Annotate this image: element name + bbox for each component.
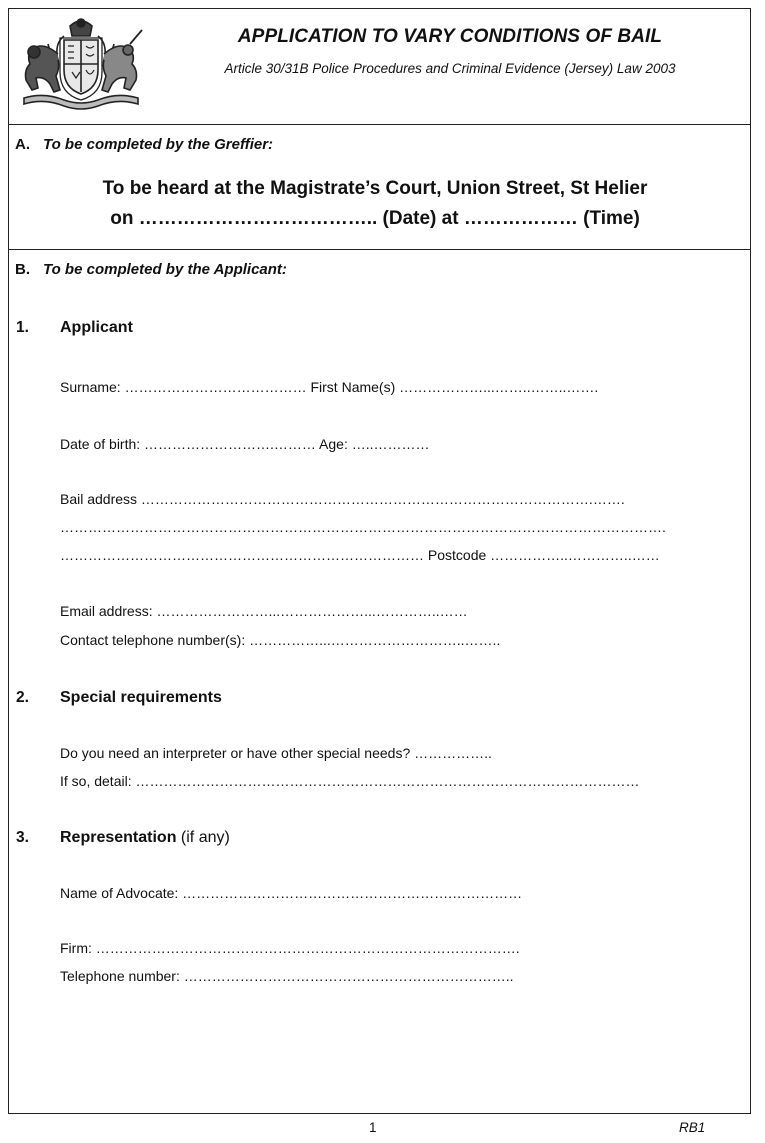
section-b-label: To be completed by the Applicant: — [43, 261, 287, 278]
form-subtitle: Article 30/31B Police Procedures and Criminal Evidence (Jersey) Law 2003 — [224, 61, 676, 76]
section-a-label: To be completed by the Greffier: — [43, 136, 274, 153]
royal-coat-of-arms-icon — [14, 14, 148, 110]
bail-address-field[interactable]: Bail address …………………………………………………………………………………….……. — [60, 491, 625, 507]
section-b-heading — [15, 261, 287, 278]
representation-heading — [60, 829, 230, 847]
page-number: 1 — [369, 1120, 377, 1135]
surname-first-name-field[interactable]: Surname: ………………………………… First Name(s) ………………...……..……..……. — [60, 379, 599, 395]
bail-address-line-2[interactable]: …………………………………………………………………………………………………………………. — [60, 519, 666, 535]
email-address-field[interactable]: Email address: ……………………...………………...…………..…… — [60, 603, 468, 619]
special-requirements-heading: Special requirements — [60, 689, 222, 706]
representation-heading-text: Representation — [60, 829, 177, 846]
section-a-heading — [15, 136, 273, 153]
section-a-letter: A. — [15, 136, 30, 153]
special-needs-detail-field[interactable]: If so, detail: ……………………………………………………………………………………………… — [60, 773, 640, 789]
contact-telephone-field[interactable]: Contact telephone number(s): ……………...………………………..…….. — [60, 632, 501, 648]
interpreter-question-field[interactable]: Do you need an interpreter or have other special needs? …………….. — [60, 745, 492, 761]
form-code: RB1 — [679, 1120, 706, 1135]
divider-header — [8, 124, 751, 125]
divider-section-a — [8, 249, 751, 250]
section-b-letter: B. — [15, 261, 30, 278]
advocate-name-field[interactable]: Name of Advocate: ………………………………………………….…………… — [60, 885, 523, 901]
hearing-date-time[interactable]: on ……………………………….. (Date) at ……………… (Time) — [110, 208, 640, 229]
form-title: APPLICATION TO VARY CONDITIONS OF BAIL — [237, 26, 663, 47]
representation-heading-suffix: (if any) — [176, 829, 230, 846]
representative-telephone-field[interactable]: Telephone number: …………………………………………………………….. — [60, 968, 514, 984]
special-requirements-number: 2. — [16, 689, 29, 706]
applicant-number: 1. — [16, 319, 29, 336]
representation-number: 3. — [16, 829, 29, 846]
hearing-location: To be heard at the Magistrate’s Court, Union Street, St Helier — [102, 178, 648, 199]
date-of-birth-age-field[interactable]: Date of birth: ……………………….……… Age: …..………… — [60, 436, 430, 452]
bail-address-postcode-field[interactable]: …………………………………………………………………… Postcode ……………..…………..…… — [60, 547, 660, 563]
firm-field[interactable]: Firm: ………………………………………………………………………………. — [60, 940, 520, 956]
applicant-heading: Applicant — [60, 319, 133, 336]
